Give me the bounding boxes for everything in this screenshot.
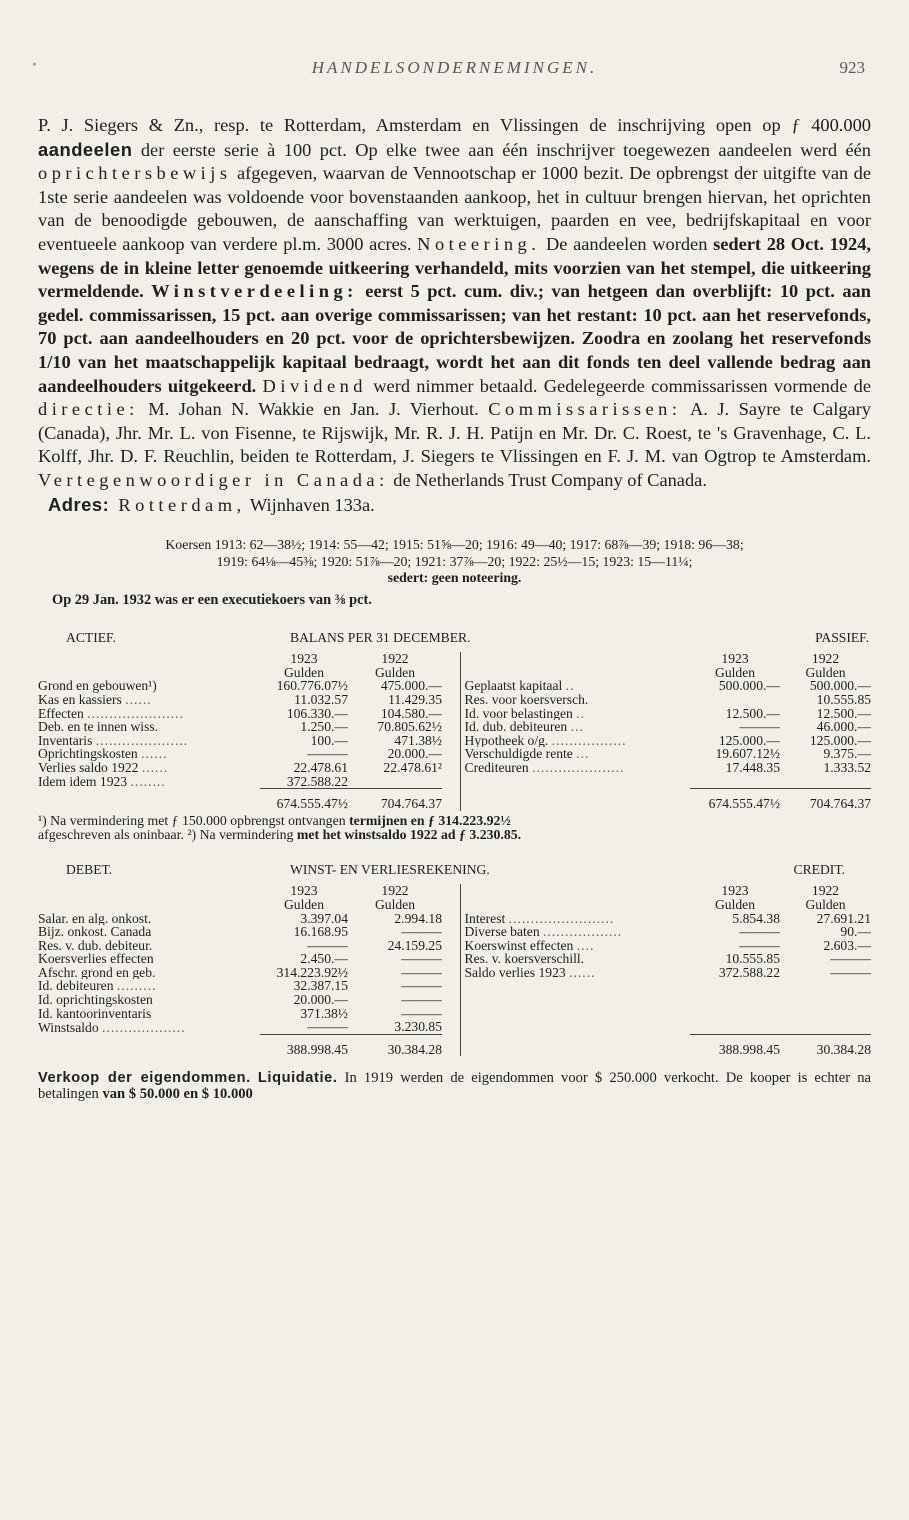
column-divider [442, 952, 460, 966]
actief-value-1922 [348, 775, 442, 789]
column-divider [442, 912, 460, 926]
column-divider [442, 993, 460, 1007]
actief-label: ACTIEF. [66, 630, 116, 645]
credit-label [460, 939, 690, 953]
debet-value-1923: 371.38½ [300, 1006, 348, 1021]
passief-label [460, 707, 690, 721]
debet-value-1923: ——— [307, 938, 348, 953]
credit-label [460, 993, 690, 1007]
actief-value-1922: 70.805.62½ [377, 720, 442, 734]
row-label: Res. voor koersversch. [464, 692, 589, 707]
year-1922: 1922 [811, 652, 840, 666]
text-run: afgegeven, waarvan de Vennootschap er 1000 bezit. De opbrengst der uitgifte van de 1ste serie aandeelen was voldoende voor bovenstaanden aankoop, het in cultuur brengen hiervan, het oprichten van de benoodigde gebouwen, de aanschaffing van werktuigen, paarden en vee, bedrijfskapitaal en voor eventueele aankoop van verdere pl.m. 3000 acres. [38, 163, 871, 254]
debet-value-1923: 3.397.04 [300, 911, 348, 926]
total-1923: 674.555.47½ [260, 789, 348, 811]
actief-label [38, 679, 260, 693]
closing-text: In 1919 werden de eigendommen voor $ 250.000 verkocht. De kooper is echter na betalingen [38, 1070, 871, 1103]
actief-label [38, 693, 260, 707]
year-row [38, 884, 871, 898]
debet-value-1922: 3.230.85 [394, 1020, 442, 1035]
leader-dots: ... [570, 720, 584, 734]
quotes-line: sedert: geen noteering. [387, 570, 522, 586]
column-divider [442, 720, 460, 734]
row-label: Koerswinst effecten [464, 938, 574, 953]
debet-value-1922: ——— [401, 965, 442, 980]
row-label: Id. kantoorinventaris [38, 1006, 152, 1021]
footnote-1 [38, 814, 871, 829]
debet-value-1923: 16.168.95 [293, 925, 348, 939]
bold-text-run: eerst 5 pct. cum. div.; van hetgeen dan overblijft: 10 pct. aan gedel. commissarissen, 15 pct. aan overige commissarissen; van het restant: 10 pct. aan het reservefonds, 70 pct. aan aandeelhouders en 20 pct. voor de oprichtersbewijzen. Zoodra en zoolang het reservefonds 1/10 van het maatschappelijk kapitaal bedraagt, wordt het aan dit fonds ten deel vallende bedrag aan aandeelhouders uitgekeerd. [38, 281, 871, 396]
totals-spacer [460, 789, 690, 811]
leader-dots: ...... [125, 692, 152, 707]
text-run: A. J. Sayre te Calgary (Canada), Jhr. Mr. L. von Fisenne, te Rijswijk, Mr. R. J. H. Patijn en Mr. Dr. C. Roest, te 's Gravenhage, C. L. Kolff, Jhr. D. F. Reuchlin, beiden te Rotterdam, J. Siegers te Vlissingen en F. J. M. van Ogtrop te Amsterdam. [38, 399, 872, 467]
company-description [38, 114, 871, 517]
debet-label [38, 925, 260, 939]
row-label: Diverse baten [464, 925, 540, 939]
actief-label [38, 747, 260, 761]
row-label: Verschuldigde rente [464, 747, 573, 761]
actief-value-1923: 160.776.07½ [276, 679, 348, 693]
debet-label [38, 952, 260, 966]
year-1923: 1923 [290, 884, 318, 898]
column-divider [442, 693, 460, 707]
table-row [38, 966, 871, 980]
unit-label: Gulden [374, 897, 416, 912]
row-label: Winstsaldo [38, 1020, 99, 1035]
total-1923: 388.998.45 [690, 1034, 780, 1056]
actief-value-1923: 11.032.57 [294, 692, 348, 707]
credit-value-1923: 5.854.38 [732, 911, 780, 926]
column-divider [442, 925, 460, 939]
year-row [38, 652, 871, 666]
debet-value-1922: ——— [401, 952, 442, 966]
unit-label: Gulden [714, 897, 756, 912]
credit-value-1922: 2.603.— [823, 938, 872, 953]
table-header-row [38, 863, 871, 885]
passief-value-1923: 125.000.— [718, 733, 781, 748]
year-1923: 1923 [721, 652, 749, 666]
text-run: der eerste serie à 100 pct. Op elke twee aan één inschrijver toegewezen aandeelen werd één [132, 139, 871, 160]
debet-value-1922: ——— [401, 979, 442, 994]
credit-value-1922 [780, 979, 871, 993]
passief-value-1923: 17.448.35 [725, 760, 781, 775]
leader-dots: ...... [141, 760, 169, 775]
leader-dots: ......... [116, 979, 157, 994]
debet-label: DEBET. [66, 862, 113, 877]
debet-value-1922: ——— [401, 993, 442, 1007]
table-row [38, 993, 871, 1007]
actief-value-1923: 372.588.22 [286, 774, 348, 789]
debet-value-1923: 32.387.15 [293, 979, 348, 994]
actief-label [38, 707, 260, 721]
total-1923: 674.555.47½ [690, 789, 780, 811]
totals-row [38, 789, 871, 811]
text-run: P. J. Siegers & Zn., resp. te Rotterdam, Amsterdam en Vlissingen de inschrijving open op ƒ 400.000 [38, 115, 871, 135]
credit-label [460, 966, 690, 980]
debet-value-1922: 24.159.25 [387, 938, 442, 953]
totals-spacer [38, 1034, 260, 1056]
row-label: Deb. en te innen wiss. [38, 720, 159, 734]
credit-label [460, 1007, 690, 1021]
passief-label [460, 747, 690, 761]
column-divider [442, 966, 460, 980]
column-divider [442, 1020, 460, 1034]
leader-dots: ..................... [95, 733, 189, 748]
table-row [38, 775, 871, 789]
balance-footnotes [38, 814, 871, 843]
passief-value-1922: 1.333.52 [823, 760, 872, 775]
column-divider [442, 1007, 460, 1021]
row-label: Res. v. koersverschill. [464, 952, 585, 966]
row-label: Inventaris [38, 733, 93, 748]
balance-sheet-table [38, 631, 871, 811]
row-label: Id. voor belastingen [464, 706, 573, 721]
debet-label [38, 939, 260, 953]
debet-value-1922: ——— [401, 925, 442, 939]
column-divider [442, 761, 460, 775]
credit-value-1922 [780, 1020, 871, 1034]
actief-value-1922: 22.478.61² [383, 760, 442, 775]
leader-dots: ...................... [87, 706, 184, 721]
table-row [38, 693, 871, 707]
execution-quote: Op 29 Jan. 1932 was er een executiekoers van ⅜ pct. [52, 591, 372, 608]
row-label: Grond en gebouwen¹) [38, 679, 157, 693]
spaced-term: oprichtersbewijs [38, 163, 232, 184]
profit-loss-title: WINST- EN VERLIESREKENING. [290, 862, 490, 877]
table-row [38, 747, 871, 761]
credit-value-1922: 27.691.21 [816, 911, 872, 926]
table-row [38, 679, 871, 693]
leader-dots: ........ [130, 774, 166, 789]
debet-label [38, 966, 260, 980]
passief-label [460, 734, 690, 748]
credit-value-1923 [690, 979, 780, 993]
passief-value-1922: 46.000.— [816, 720, 872, 734]
row-label: Id. debiteuren [38, 979, 114, 994]
unit-label: Gulden [805, 665, 846, 680]
row-label: Effecten [38, 706, 84, 721]
passief-value-1923: 12.500.— [725, 706, 781, 721]
credit-value-1922 [780, 993, 871, 1007]
credit-value-1922: ——— [830, 952, 872, 966]
quotes-line: 1919: 64⅛—45⅜; 1920: 51⅞—20; 1921: 37⅞—20; 1922: 25½—15; 1923: 15—11¼; [216, 553, 693, 569]
unit-label: Gulden [374, 665, 416, 680]
passief-value-1922: 10.555.85 [816, 692, 872, 707]
passief-value-1922: 125.000.— [809, 733, 872, 748]
balance-sheet-body [38, 631, 871, 811]
table-row [38, 925, 871, 939]
running-title: HANDELSONDERNEMINGEN. [311, 58, 598, 77]
column-divider [442, 1034, 460, 1056]
column-divider [442, 707, 460, 721]
row-label: Res. v. dub. debiteur. [38, 938, 153, 953]
totals-row [38, 1034, 871, 1056]
text-run: De aandeelen worden [540, 233, 714, 254]
leader-dots: ..................... [532, 760, 625, 775]
unit-row [38, 898, 871, 912]
row-label: Interest [464, 911, 506, 926]
credit-value-1923: ——— [739, 938, 780, 953]
passief-value-1922: 9.375.— [823, 747, 872, 761]
section-commissarissen: Commissarissen: [488, 399, 682, 420]
passief-label [460, 775, 690, 789]
year-1922: 1922 [381, 652, 409, 666]
address-city: Rotterdam, [109, 494, 246, 515]
section-noteering: Noteering. [417, 233, 541, 254]
running-header [32, 58, 871, 88]
actief-value-1923: 100.— [310, 733, 348, 748]
row-label: Verlies saldo 1922 [38, 760, 139, 775]
leader-dots: ................. [551, 733, 627, 748]
row-label: Bijz. onkost. Canada [38, 925, 152, 939]
keyword-verkoop: Verkoop der eigendommen. [38, 1070, 251, 1087]
text-run: de Netherlands Trust Company of Canada. [388, 469, 707, 490]
footnote-text: ¹) Na vermindering met ƒ 150.000 opbrengst ontvangen [38, 812, 350, 828]
row-label: Crediteuren [464, 760, 529, 775]
table-row [38, 707, 871, 721]
row-label: Oprichtingskosten [38, 747, 138, 761]
credit-value-1922: ——— [830, 965, 872, 980]
credit-value-1922 [780, 1007, 871, 1021]
leader-dots: .................. [543, 925, 623, 939]
totals-spacer [460, 1034, 690, 1056]
unit-label: Gulden [805, 897, 846, 912]
total-1923: 388.998.45 [260, 1034, 348, 1056]
actief-label [38, 720, 260, 734]
section-vertegenwoordiger: Vertegenwoordiger in Canada: [38, 469, 389, 490]
balance-title: BALANS PER 31 DECEMBER. [290, 630, 471, 645]
debet-value-1923: 314.223.92½ [276, 965, 348, 980]
passief-value-1923: 19.607.12½ [715, 747, 781, 761]
credit-value-1923: ——— [739, 925, 780, 939]
footnote-text-bold: met het winstsaldo 1922 ad ƒ 3.230.85. [296, 827, 522, 843]
closing-paragraph [38, 1070, 871, 1102]
leader-dots: ........................ [508, 911, 615, 926]
column-divider [442, 775, 460, 789]
profit-loss-table [38, 863, 871, 1057]
passief-value-1923 [690, 693, 780, 707]
total-1922: 30.384.28 [348, 1034, 442, 1056]
row-label: Idem idem 1923 [38, 774, 128, 789]
actief-value-1923: 1.250.— [300, 720, 348, 734]
passief-label [460, 679, 690, 693]
table-row [38, 952, 871, 966]
column-divider [442, 789, 460, 811]
unit-label: Gulden [283, 897, 325, 912]
table-header-row [38, 631, 871, 653]
text-run: werd nimmer betaald. Gedelegeerde commissarissen vormende de [367, 375, 871, 396]
actief-value-1923: 106.330.— [286, 706, 348, 721]
credit-value-1923: 10.555.85 [725, 952, 780, 966]
keyword-liquidatie: Liquidatie. [257, 1070, 338, 1087]
row-label: Id. dub. debiteuren [464, 720, 568, 734]
passief-value-1922: 12.500.— [816, 706, 872, 721]
column-divider [442, 734, 460, 748]
table-row [38, 912, 871, 926]
quotes-line: Koersen 1913: 62—38½; 1914: 55—42; 1915: 51⅝—20; 1916: 49—40; 1917: 68⅞—39; 1918: 96—38; [165, 537, 744, 553]
section-dividend: Dividend [262, 375, 367, 396]
passief-value-1923 [690, 775, 780, 789]
table-row [38, 734, 871, 748]
unit-row [38, 666, 871, 680]
bold-text-run: sedert 28 Oct. 1924, wegens de in kleine letter genoemde uitkeering verhandeld, mits voorzien van het stempel, die uitkeering vermeldende. [38, 233, 871, 302]
debet-value-1922: ——— [401, 1006, 442, 1021]
debet-value-1923: 20.000.— [293, 993, 348, 1007]
table-row [38, 939, 871, 953]
credit-value-1923: 372.588.22 [718, 965, 780, 980]
credit-value-1922: 90.— [840, 925, 872, 939]
table-row [38, 1007, 871, 1021]
passief-value-1923: ——— [739, 720, 781, 734]
passief-label [460, 693, 690, 707]
debet-label [38, 1020, 260, 1034]
row-label: Koersverlies effecten [38, 952, 154, 966]
table-row [38, 720, 871, 734]
passief-label: PASSIEF. [815, 630, 870, 645]
actief-label [38, 761, 260, 775]
total-1922: 704.764.37 [348, 789, 442, 811]
credit-label [460, 912, 690, 926]
row-label: Salar. en alg. onkost. [38, 911, 152, 926]
text-run: M. Johan N. Wakkie en Jan. J. Vierhout. [138, 399, 489, 420]
leader-dots: ...... [141, 747, 168, 761]
table-row [38, 761, 871, 775]
year-1922: 1922 [381, 884, 409, 898]
debet-label [38, 912, 260, 926]
section-winstverdeeling: Winstverdeeling: [151, 281, 358, 302]
row-label: Kas en kassiers [38, 692, 122, 707]
footnote-text-bold: termijnen en ƒ 314.223.92½ [349, 812, 511, 828]
passief-value-1923: 500.000.— [718, 679, 781, 693]
closing-text-bold: van $ 50.000 en $ 10.000 [102, 1086, 253, 1103]
row-label: Hypotheek o/g. [464, 733, 549, 748]
footnote-2 [38, 828, 871, 843]
column-divider [442, 939, 460, 953]
debet-value-1922: 2.994.18 [394, 911, 442, 926]
unit-label: Gulden [715, 665, 756, 680]
actief-value-1922: 471.38½ [394, 733, 442, 748]
debet-label [38, 1007, 260, 1021]
leader-dots: .. [565, 679, 575, 693]
row-label: Saldo verlies 1923 [464, 965, 566, 980]
debet-label [38, 979, 260, 993]
credit-label: CREDIT. [793, 862, 846, 877]
total-1922: 30.384.28 [780, 1034, 871, 1056]
header-bullet: • [32, 58, 37, 73]
debet-value-1923: ——— [307, 1020, 348, 1035]
actief-label [38, 734, 260, 748]
leader-dots: ... [576, 747, 590, 761]
actief-value-1922: 104.580.— [380, 706, 442, 721]
column-divider [442, 747, 460, 761]
year-1923: 1923 [721, 884, 749, 898]
actief-value-1923: ——— [307, 747, 348, 761]
address-street: Wijnhaven 133a. [245, 494, 375, 515]
actief-value-1922: 20.000.— [387, 747, 442, 761]
leader-dots: ...... [569, 965, 596, 980]
leader-dots: ................... [102, 1020, 186, 1035]
debet-label [38, 993, 260, 1007]
row-label: Geplaatst kapitaal [464, 679, 563, 693]
profit-loss-body [38, 863, 871, 1057]
unit-label: Gulden [283, 665, 325, 680]
debet-value-1923: 2.450.— [300, 952, 348, 966]
section-directie: directie: [38, 399, 139, 420]
credit-label [460, 952, 690, 966]
total-1922: 704.764.37 [780, 789, 871, 811]
credit-label [460, 979, 690, 993]
actief-value-1922: 475.000.— [380, 679, 442, 693]
credit-label [460, 925, 690, 939]
leader-dots: .. [576, 706, 586, 721]
passief-value-1922 [780, 775, 871, 789]
year-1922: 1922 [811, 884, 840, 898]
credit-label [460, 1020, 690, 1034]
column-divider [442, 979, 460, 993]
actief-label [38, 775, 260, 789]
table-row [38, 1020, 871, 1034]
passief-label [460, 761, 690, 775]
footnote-text: afgeschreven als oninbaar. ²) Na vermindering [38, 827, 297, 843]
passief-value-1922: 500.000.— [809, 679, 872, 693]
row-label: Id. oprichtingskosten [38, 993, 153, 1007]
passief-label [460, 720, 690, 734]
credit-value-1923 [690, 993, 780, 1007]
keyword-adres: Adres: [48, 493, 110, 515]
credit-value-1923 [690, 1007, 780, 1021]
row-label: Afschr. grond en geb. [38, 965, 156, 980]
year-1923: 1923 [290, 652, 318, 666]
totals-spacer [38, 789, 260, 811]
credit-value-1923 [690, 1020, 780, 1034]
page-number: 923 [839, 58, 865, 77]
actief-value-1923: 22.478.61 [293, 760, 348, 775]
leader-dots: .... [576, 938, 595, 953]
column-divider [442, 679, 460, 693]
actief-value-1922: 11.429.35 [388, 692, 442, 707]
table-row [38, 979, 871, 993]
quotations-block [38, 537, 871, 587]
keyword-aandeelen: aandeelen [38, 138, 133, 160]
